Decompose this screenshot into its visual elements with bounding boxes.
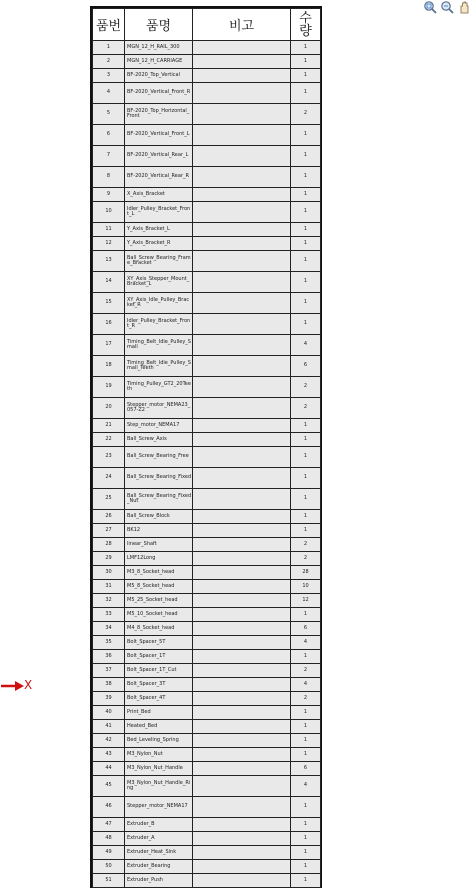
table-row[interactable] — [93, 398, 321, 419]
quantity-cell: 1 — [291, 272, 321, 293]
quantity-cell: 1 — [291, 419, 321, 433]
quantity-cell: 2 — [291, 552, 321, 566]
part-name-cell: BF-2020_Vertical_Rear_L — [125, 146, 193, 167]
quantity-cell: 2 — [291, 104, 321, 125]
table-row[interactable] — [93, 188, 321, 202]
table-row[interactable] — [93, 335, 321, 356]
item-no-cell: 47 — [93, 818, 125, 832]
item-no-cell: 15 — [93, 293, 125, 314]
part-name-cell: Bolt_Spacer_3T — [125, 678, 193, 692]
quantity-cell: 1 — [291, 832, 321, 846]
table-row[interactable] — [93, 489, 321, 510]
bom-body — [93, 41, 321, 888]
item-no-cell: 22 — [93, 433, 125, 447]
note-cell — [193, 664, 291, 678]
part-name-cell: Ball_Screw_Bearing_Frame_Bracket — [125, 251, 193, 272]
item-no-cell: 41 — [93, 720, 125, 734]
note-cell — [193, 734, 291, 748]
part-name-cell: Idler_Pulley_Bracket_Front_R — [125, 314, 193, 335]
quantity-cell: 1 — [291, 510, 321, 524]
quantity-cell: 6 — [291, 356, 321, 377]
note-cell — [193, 447, 291, 468]
note-cell — [193, 69, 291, 83]
part-name-cell: Ball_Screw_Axis — [125, 433, 193, 447]
item-no-cell: 36 — [93, 650, 125, 664]
item-no-cell: 9 — [93, 188, 125, 202]
part-name-cell: X_Axis_Bracket — [125, 188, 193, 202]
table-row[interactable] — [93, 678, 321, 692]
table-row[interactable] — [93, 566, 321, 580]
item-no-cell: 51 — [93, 874, 125, 888]
note-cell — [193, 706, 291, 720]
x-axis-label: X — [24, 678, 33, 692]
note-cell — [193, 797, 291, 818]
note-cell — [193, 510, 291, 524]
note-cell — [193, 146, 291, 167]
table-row[interactable] — [93, 762, 321, 776]
item-no-cell: 10 — [93, 202, 125, 223]
table-row[interactable] — [93, 55, 321, 69]
table-row[interactable] — [93, 104, 321, 125]
part-name-cell: BF-2020_Top_Horizontal_Front — [125, 104, 193, 125]
table-row[interactable] — [93, 692, 321, 706]
table-row[interactable] — [93, 797, 321, 818]
table-row[interactable] — [93, 167, 321, 188]
table-row[interactable] — [93, 636, 321, 650]
item-no-cell: 21 — [93, 419, 125, 433]
item-no-cell: 34 — [93, 622, 125, 636]
table-row[interactable] — [93, 202, 321, 223]
table-row[interactable] — [93, 846, 321, 860]
part-name-cell: M3_8_Socket_head — [125, 566, 193, 580]
table-row[interactable] — [93, 251, 321, 272]
item-no-cell: 46 — [93, 797, 125, 818]
item-no-cell: 25 — [93, 489, 125, 510]
note-cell — [193, 692, 291, 706]
part-name-cell: Ball_Screw_Block — [125, 510, 193, 524]
quantity-cell: 1 — [291, 489, 321, 510]
quantity-cell: 1 — [291, 83, 321, 104]
quantity-cell: 1 — [291, 608, 321, 622]
note-cell — [193, 748, 291, 762]
part-name-cell: Y_Axis_Bracket_L — [125, 223, 193, 237]
quantity-cell: 1 — [291, 293, 321, 314]
note-cell — [193, 524, 291, 538]
pan-icon[interactable] — [456, 0, 471, 14]
part-name-cell: Step_motor_NEMA17 — [125, 419, 193, 433]
note-cell — [193, 314, 291, 335]
item-no-cell: 13 — [93, 251, 125, 272]
table-row[interactable] — [93, 468, 321, 489]
item-no-cell: 49 — [93, 846, 125, 860]
quantity-cell: 1 — [291, 125, 321, 146]
bom-table — [90, 6, 322, 888]
table-row[interactable] — [93, 314, 321, 335]
quantity-cell: 1 — [291, 874, 321, 888]
part-name-cell: Heated_Bed — [125, 720, 193, 734]
table-row[interactable] — [93, 237, 321, 251]
item-no-cell: 44 — [93, 762, 125, 776]
quantity-cell: 1 — [291, 524, 321, 538]
quantity-cell: 1 — [291, 433, 321, 447]
note-cell — [193, 874, 291, 888]
part-name-cell: BF-2020_Vertical_Rear_R — [125, 167, 193, 188]
quantity-cell: 1 — [291, 706, 321, 720]
quantity-cell: 1 — [291, 447, 321, 468]
quantity-cell: 2 — [291, 664, 321, 678]
quantity-cell: 10 — [291, 580, 321, 594]
table-row[interactable] — [93, 818, 321, 832]
quantity-cell: 1 — [291, 237, 321, 251]
table-row[interactable] — [93, 832, 321, 846]
part-name-cell: LMF12Long — [125, 552, 193, 566]
part-name-cell: Ball_Screw_Bearing_Fixed_Nut — [125, 489, 193, 510]
item-no-cell: 20 — [93, 398, 125, 419]
item-no-cell: 23 — [93, 447, 125, 468]
part-name-cell: Bolt_Spacer_5T — [125, 636, 193, 650]
note-cell — [193, 776, 291, 797]
part-name-cell: Extruder_Heat_Sink — [125, 846, 193, 860]
item-no-cell: 19 — [93, 377, 125, 398]
note-cell — [193, 41, 291, 55]
part-name-cell: Bed_Leveling_Spring — [125, 734, 193, 748]
note-cell — [193, 860, 291, 874]
quantity-cell: 12 — [291, 594, 321, 608]
quantity-cell: 2 — [291, 692, 321, 706]
note-cell — [193, 223, 291, 237]
note-cell — [193, 762, 291, 776]
quantity-cell: 1 — [291, 55, 321, 69]
note-cell — [193, 818, 291, 832]
table-row[interactable] — [93, 748, 321, 762]
note-cell — [193, 419, 291, 433]
item-no-cell: 8 — [93, 167, 125, 188]
item-no-cell: 37 — [93, 664, 125, 678]
part-name-cell: Bolt_Spacer_1T_Cut — [125, 664, 193, 678]
item-no-cell: 42 — [93, 734, 125, 748]
table-row[interactable] — [93, 41, 321, 55]
quantity-cell: 1 — [291, 797, 321, 818]
item-no-cell: 45 — [93, 776, 125, 797]
part-name-cell: Bolt_Spacer_1T — [125, 650, 193, 664]
quantity-cell: 1 — [291, 734, 321, 748]
note-cell — [193, 251, 291, 272]
part-name-cell: Extruder_A — [125, 832, 193, 846]
part-name-cell: Timing_Belt_Idle_Pulley_Small_Teeth — [125, 356, 193, 377]
note-cell — [193, 125, 291, 146]
view-toolbar — [422, 0, 471, 14]
table-row[interactable] — [93, 622, 321, 636]
table-row[interactable] — [93, 860, 321, 874]
table-row[interactable] — [93, 146, 321, 167]
quantity-cell: 6 — [291, 762, 321, 776]
item-no-cell: 43 — [93, 748, 125, 762]
item-no-cell: 48 — [93, 832, 125, 846]
part-name-cell: M5_10_Socket_head — [125, 608, 193, 622]
part-name-cell: XY_Axis_Stepper_Mount_Bracket_L — [125, 272, 193, 293]
quantity-cell: 1 — [291, 202, 321, 223]
quantity-cell: 1 — [291, 188, 321, 202]
quantity-cell: 6 — [291, 622, 321, 636]
quantity-cell: 4 — [291, 678, 321, 692]
table-row[interactable] — [93, 594, 321, 608]
item-no-cell: 39 — [93, 692, 125, 706]
table-row[interactable] — [93, 538, 321, 552]
table-row[interactable] — [93, 650, 321, 664]
part-name-cell: MGN_12_H_RAIL_300 — [125, 41, 193, 55]
note-cell — [193, 678, 291, 692]
item-no-cell: 33 — [93, 608, 125, 622]
table-row[interactable] — [93, 419, 321, 433]
quantity-cell: 1 — [291, 69, 321, 83]
table-row[interactable] — [93, 608, 321, 622]
quantity-cell: 1 — [291, 251, 321, 272]
table-row[interactable] — [93, 433, 321, 447]
table-row[interactable] — [93, 447, 321, 468]
item-no-cell: 32 — [93, 594, 125, 608]
note-cell — [193, 377, 291, 398]
note-cell — [193, 489, 291, 510]
item-no-cell: 12 — [93, 237, 125, 251]
part-name-cell: Extruder_Bearing — [125, 860, 193, 874]
item-no-cell: 26 — [93, 510, 125, 524]
note-cell — [193, 83, 291, 104]
table-row[interactable] — [93, 776, 321, 797]
part-name-cell: M3_Nylon_Nut — [125, 748, 193, 762]
quantity-cell: 1 — [291, 146, 321, 167]
quantity-cell: 28 — [291, 566, 321, 580]
item-no-cell: 35 — [93, 636, 125, 650]
part-name-cell: M5_25_Socket_head — [125, 594, 193, 608]
part-name-cell: Idler_Pulley_Bracket_Front_L — [125, 202, 193, 223]
item-no-cell: 28 — [93, 538, 125, 552]
item-no-cell: 31 — [93, 580, 125, 594]
item-no-cell: 27 — [93, 524, 125, 538]
quantity-cell: 1 — [291, 860, 321, 874]
item-no-cell: 3 — [93, 69, 125, 83]
part-name-cell: MGN_12_H_CARRIAGE — [125, 55, 193, 69]
table-row[interactable] — [93, 720, 321, 734]
note-cell — [193, 188, 291, 202]
part-name-cell: XY_Axis_Idle_Pulley_Bracket_R — [125, 293, 193, 314]
note-cell — [193, 398, 291, 419]
table-row[interactable] — [93, 706, 321, 720]
part-name-cell: Y_Axis_Bracket_R — [125, 237, 193, 251]
table-row[interactable] — [93, 734, 321, 748]
note-cell — [193, 237, 291, 251]
bom-header-row — [93, 9, 321, 41]
quantity-cell: 2 — [291, 398, 321, 419]
table-row[interactable] — [93, 272, 321, 293]
note-cell — [193, 552, 291, 566]
item-no-cell: 1 — [93, 41, 125, 55]
note-cell — [193, 538, 291, 552]
item-no-cell: 2 — [93, 55, 125, 69]
table-row[interactable] — [93, 552, 321, 566]
item-no-cell: 7 — [93, 146, 125, 167]
quantity-cell: 4 — [291, 335, 321, 356]
quantity-cell: 1 — [291, 314, 321, 335]
quantity-cell: 2 — [291, 538, 321, 552]
part-name-cell: Timing_Belt_Idle_Pulley_Small — [125, 335, 193, 356]
part-name-cell: Print_Bed — [125, 706, 193, 720]
part-name-cell: Ball_Screw_Bearing_Fixed — [125, 468, 193, 489]
note-cell — [193, 846, 291, 860]
table-row[interactable] — [93, 83, 321, 104]
header-quantity[interactable] — [291, 9, 321, 41]
item-no-cell: 29 — [93, 552, 125, 566]
table-row[interactable] — [93, 580, 321, 594]
note-cell — [193, 580, 291, 594]
note-cell — [193, 335, 291, 356]
quantity-cell: 1 — [291, 468, 321, 489]
table-row[interactable] — [93, 664, 321, 678]
axis-triad — [0, 676, 40, 696]
part-name-cell: BF-2020_Vertical_Front_L — [125, 125, 193, 146]
item-no-cell: 24 — [93, 468, 125, 489]
part-name-cell: BF-2020_Top_Vertical — [125, 69, 193, 83]
header-part-name[interactable]: 품명 — [125, 9, 193, 41]
zoom-to-fit-icon[interactable] — [422, 0, 437, 14]
table-row[interactable] — [93, 69, 321, 83]
note-cell — [193, 832, 291, 846]
quantity-cell: 1 — [291, 223, 321, 237]
zoom-area-icon[interactable] — [439, 0, 454, 14]
part-name-cell: BK12 — [125, 524, 193, 538]
item-no-cell: 16 — [93, 314, 125, 335]
table-row[interactable] — [93, 223, 321, 237]
table-row[interactable] — [93, 524, 321, 538]
quantity-cell: 1 — [291, 720, 321, 734]
item-no-cell: 5 — [93, 104, 125, 125]
header-item-no[interactable]: 품번 — [93, 9, 125, 41]
note-cell — [193, 356, 291, 377]
note-cell — [193, 433, 291, 447]
header-note[interactable]: 비고 — [193, 9, 291, 41]
item-no-cell: 11 — [93, 223, 125, 237]
table-row[interactable] — [93, 510, 321, 524]
note-cell — [193, 608, 291, 622]
note-cell — [193, 293, 291, 314]
part-name-cell: Timing_Pulley_GT2_20Teeth — [125, 377, 193, 398]
note-cell — [193, 594, 291, 608]
note-cell — [193, 272, 291, 293]
part-name-cell: M3_Nylon_Nut_Handle — [125, 762, 193, 776]
quantity-cell: 2 — [291, 377, 321, 398]
note-cell — [193, 55, 291, 69]
quantity-cell: 1 — [291, 650, 321, 664]
item-no-cell: 14 — [93, 272, 125, 293]
part-name-cell: Ball_Screw_Bearing_Free — [125, 447, 193, 468]
note-cell — [193, 650, 291, 664]
quantity-cell: 4 — [291, 636, 321, 650]
table-row[interactable] — [93, 356, 321, 377]
item-no-cell: 17 — [93, 335, 125, 356]
note-cell — [193, 636, 291, 650]
note-cell — [193, 622, 291, 636]
quantity-cell: 1 — [291, 41, 321, 55]
item-no-cell: 4 — [93, 83, 125, 104]
item-no-cell: 38 — [93, 678, 125, 692]
header-quantity-label: 수 량 — [299, 10, 312, 39]
item-no-cell: 40 — [93, 706, 125, 720]
item-no-cell: 18 — [93, 356, 125, 377]
note-cell — [193, 720, 291, 734]
part-name-cell: Bolt_Spacer_4T — [125, 692, 193, 706]
quantity-cell: 1 — [291, 818, 321, 832]
note-cell — [193, 104, 291, 125]
quantity-cell: 1 — [291, 167, 321, 188]
table-row[interactable] — [93, 874, 321, 888]
quantity-cell: 1 — [291, 846, 321, 860]
part-name-cell: linear_Shaft — [125, 538, 193, 552]
part-name-cell: M3_Nylon_Nut_Handle_Ring — [125, 776, 193, 797]
part-name-cell: Extruder_B — [125, 818, 193, 832]
quantity-cell: 4 — [291, 776, 321, 797]
table-row[interactable] — [93, 377, 321, 398]
note-cell — [193, 202, 291, 223]
note-cell — [193, 167, 291, 188]
part-name-cell: M4_8_Socket_head — [125, 622, 193, 636]
note-cell — [193, 566, 291, 580]
item-no-cell: 6 — [93, 125, 125, 146]
item-no-cell: 50 — [93, 860, 125, 874]
table-row[interactable] — [93, 125, 321, 146]
item-no-cell: 30 — [93, 566, 125, 580]
part-name-cell: BF-2020_Vertical_Front_R — [125, 83, 193, 104]
part-name-cell: Extruder_Push — [125, 874, 193, 888]
table-row[interactable] — [93, 293, 321, 314]
quantity-cell: 1 — [291, 748, 321, 762]
part-name-cell: M5_8_Socket_head — [125, 580, 193, 594]
part-name-cell: Stepper_motor_NEMA23_057-Z2 — [125, 398, 193, 419]
note-cell — [193, 468, 291, 489]
part-name-cell: Stepper_motor_NEMA17 — [125, 797, 193, 818]
